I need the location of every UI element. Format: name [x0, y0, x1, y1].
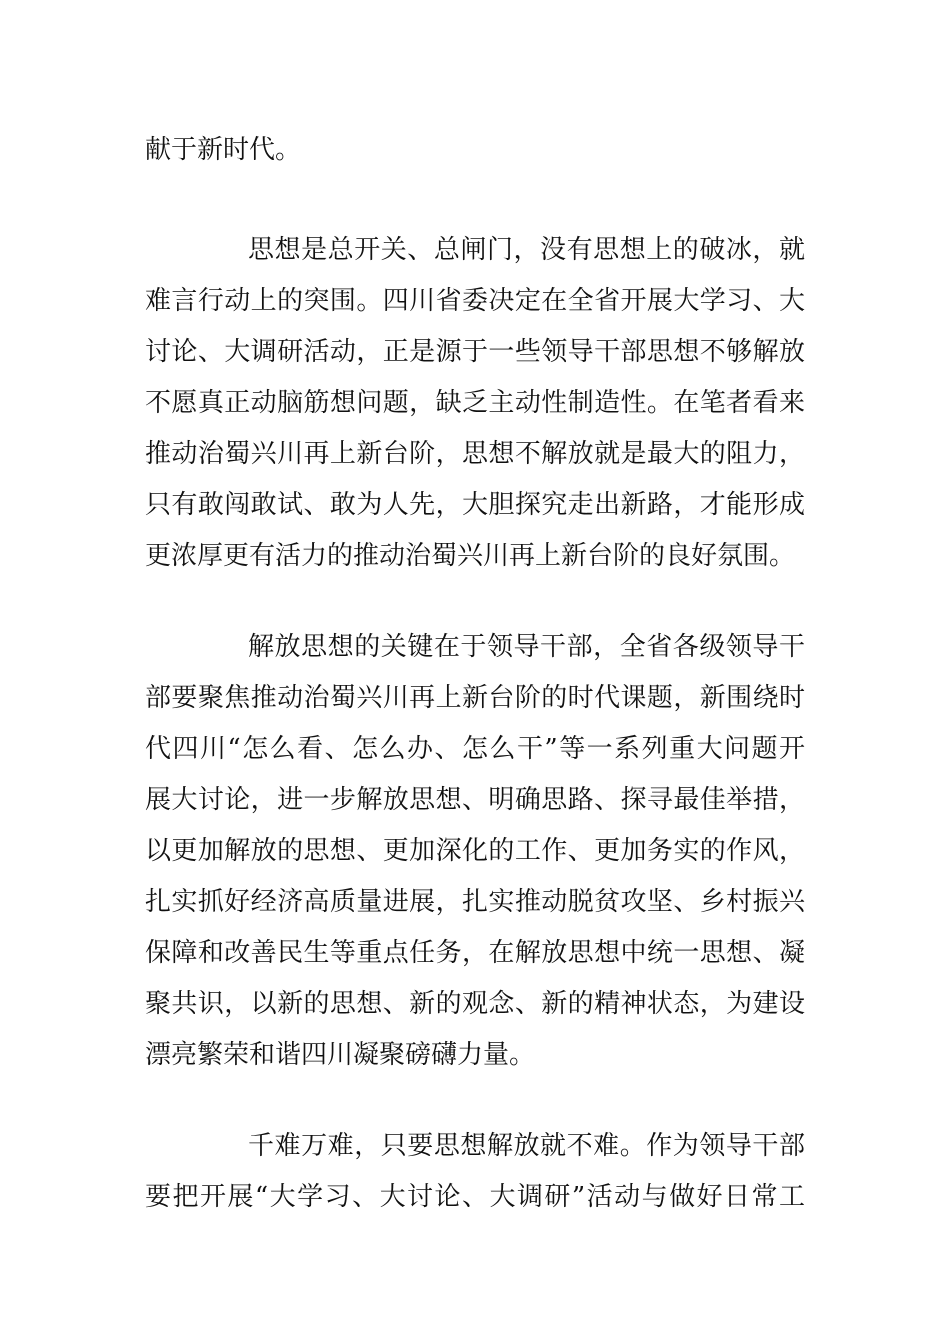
paragraph-3-line-7: 保障和改善民生等重点任务，在解放思想中统一思想、凝 — [145, 938, 805, 968]
paragraph-2-line-4: 不愿真正动脑筋想问题，缺乏主动性制造性。在笔者看来 — [145, 388, 805, 418]
paragraph-1-line-1: 献于新时代。 — [145, 135, 302, 165]
paragraph-4-line-1: 千难万难，只要思想解放就不难。作为领导干部 — [248, 1131, 805, 1161]
paragraph-4-line-2: 要把开展“大学习、大讨论、大调研”活动与做好日常工 — [145, 1182, 805, 1212]
paragraph-2-line-2: 难言行动上的突围。四川省委决定在全省开展大学习、大 — [145, 286, 805, 316]
paragraph-3-line-2: 部要聚焦推动治蜀兴川再上新台阶的时代课题，新围绕时 — [145, 683, 805, 713]
paragraph-2-line-6: 只有敢闯敢试、敢为人先，大胆探究走出新路，才能形成 — [145, 490, 805, 520]
paragraph-3-line-9: 漂亮繁荣和谐四川凝聚磅礴力量。 — [145, 1040, 536, 1070]
paragraph-2-line-7: 更浓厚更有活力的推动治蜀兴川再上新台阶的良好氛围。 — [145, 541, 796, 571]
paragraph-3-line-6: 扎实抓好经济高质量进展，扎实推动脱贫攻坚、乡村振兴 — [145, 887, 805, 917]
paragraph-2-line-5: 推动治蜀兴川再上新台阶，思想不解放就是最大的阻力， — [145, 439, 805, 469]
paragraph-3-line-3: 代四川“怎么看、怎么办、怎么干”等一系列重大问题开 — [145, 734, 805, 764]
paragraph-3-line-4: 展大讨论，进一步解放思想、明确思路、探寻最佳举措， — [145, 785, 805, 815]
paragraph-3-line-8: 聚共识，以新的思想、新的观念、新的精神状态，为建设 — [145, 989, 805, 1019]
paragraph-3-line-1: 解放思想的关键在于领导干部，全省各级领导干 — [248, 632, 805, 662]
paragraph-3-line-5: 以更加解放的思想、更加深化的工作、更加务实的作风， — [145, 836, 805, 866]
paragraph-2-line-1: 思想是总开关、总闸门，没有思想上的破冰，就 — [248, 235, 805, 265]
paragraph-2-line-3: 讨论、大调研活动，正是源于一些领导干部思想不够解放 — [145, 337, 805, 367]
